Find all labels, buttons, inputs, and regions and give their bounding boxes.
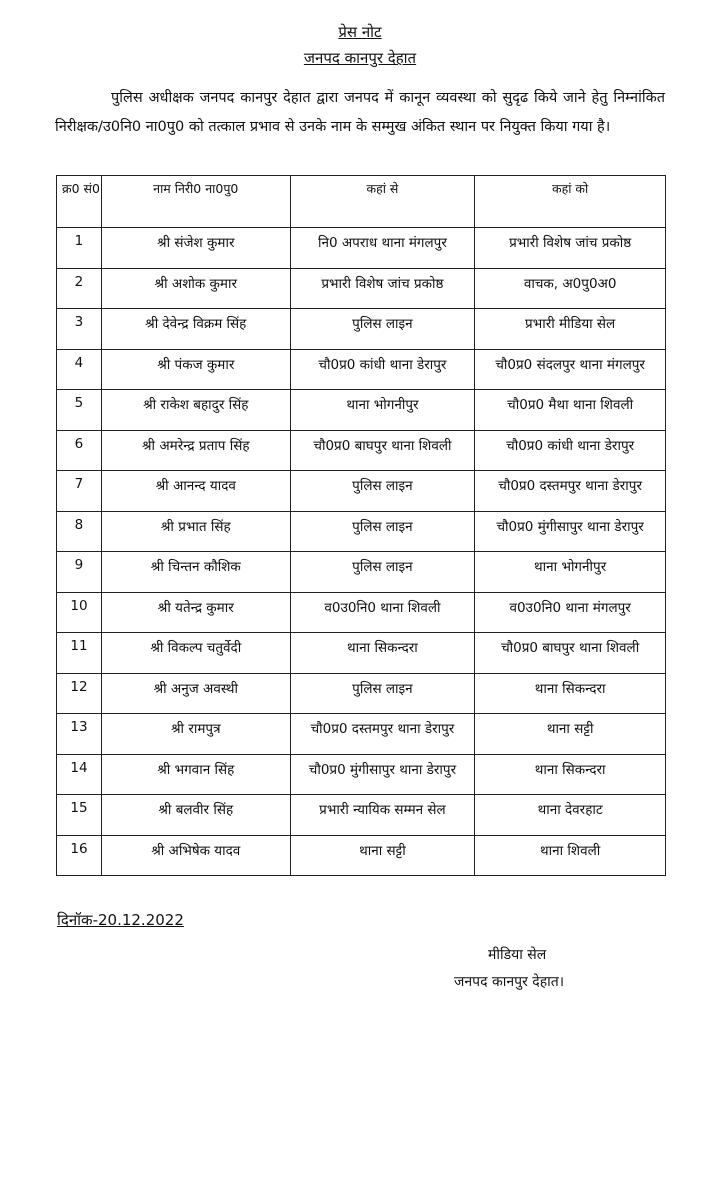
from-cell: थाना सिकन्दरा [290,633,475,674]
table-row [57,673,666,714]
to-cell: चौ0प्र0 कांधी थाना डेरापुर [475,430,666,471]
serial-cell: 4 [57,349,102,390]
name-cell: श्री यतेन्द्र कुमार [101,592,290,633]
table-header [57,176,666,228]
name-cell: श्री पंकज कुमार [101,349,290,390]
table-row [57,552,666,593]
serial-cell: 10 [57,592,102,633]
from-cell: पुलिस लाइन [290,471,475,512]
from-cell: चौ0प्र0 कांधी थाना डेरापुर [290,349,475,390]
to-cell: चौ0प्र0 मैथा थाना शिवली [475,390,666,431]
table-row [57,754,666,795]
header-name: नाम निरी0 ना0पु0 [101,176,290,228]
serial-cell: 14 [57,754,102,795]
name-cell: श्री विकल्प चतुर्वेदी [101,633,290,674]
table-row [57,592,666,633]
name-cell: श्री प्रभात सिंह [101,511,290,552]
table-row [57,228,666,269]
table-body [57,228,666,876]
serial-cell: 11 [57,633,102,674]
table-row [57,390,666,431]
name-cell: श्री राकेश बहादुर सिंह [101,390,290,431]
to-cell: थाना सिकन्दरा [475,754,666,795]
to-cell: थाना भोगनीपुर [475,552,666,593]
from-cell: चौ0प्र0 दस्तमपुर थाना डेरापुर [290,714,475,755]
to-cell: थाना शिवली [475,835,666,876]
to-cell: प्रभारी मीडिया सेल [475,309,666,350]
table-row [57,795,666,836]
signature-line-1: मीडिया सेल [488,947,547,963]
table-row [57,835,666,876]
from-cell: व0उ0नि0 थाना शिवली [290,592,475,633]
document-title: प्रेस नोट [338,23,382,41]
serial-cell: 9 [57,552,102,593]
serial-cell: 1 [57,228,102,269]
serial-cell: 5 [57,390,102,431]
table-row [57,714,666,755]
name-cell: श्री देवेन्द्र विक्रम सिंह [101,309,290,350]
table-header-row [57,176,666,228]
to-cell: थाना सट्टी [475,714,666,755]
name-cell: श्री चिन्तन कौशिक [101,552,290,593]
name-cell: श्री भगवान सिंह [101,754,290,795]
header-from: कहां से [290,176,475,228]
table-row [57,633,666,674]
to-cell: चौ0प्र0 दस्तमपुर थाना डेरापुर [475,471,666,512]
header-to: कहां को [475,176,666,228]
name-cell: श्री अमरेन्द्र प्रताप सिंह [101,430,290,471]
name-cell: श्री रामपुत्र [101,714,290,755]
to-cell: चौ0प्र0 संदलपुर थाना मंगलपुर [475,349,666,390]
serial-cell: 2 [57,268,102,309]
from-cell: पुलिस लाइन [290,511,475,552]
from-cell: प्रभारी विशेष जांच प्रकोष्ठ [290,268,475,309]
serial-cell: 6 [57,430,102,471]
date-label: दिनॉक-20.12.2022 [57,911,184,929]
table-row [57,471,666,512]
serial-cell: 12 [57,673,102,714]
from-cell: चौ0प्र0 बाघपुर थाना शिवली [290,430,475,471]
from-cell: पुलिस लाइन [290,552,475,593]
name-cell: श्री अशोक कुमार [101,268,290,309]
serial-cell: 13 [57,714,102,755]
body-paragraph: पुलिस अधीक्षक जनपद कानपुर देहात द्वारा जनपद में कानून व्यवस्था को सुदृढ किये जाने हेतु निम्नांकित निरीक्षक/उ0नि0 ना0पु0 को तत्काल प्रभाव से उनके नाम के सम्मुख अंकित स्थान पर नियुक्त किया गया है। [55,90,665,135]
posting-table [56,175,666,876]
name-cell: श्री अभिषेक यादव [101,835,290,876]
from-cell: थाना सट्टी [290,835,475,876]
table-row [57,430,666,471]
from-cell: प्रभारी न्यायिक सम्मन सेल [290,795,475,836]
to-cell: चौ0प्र0 मुंगीसापुर थाना डेरापुर [475,511,666,552]
serial-cell: 16 [57,835,102,876]
to-cell: वाचक, अ0पु0अ0 [475,268,666,309]
from-cell: चौ0प्र0 मुंगीसापुर थाना डेरापुर [290,754,475,795]
signature-line-2: जनपद कानपुर देहात। [454,974,565,990]
to-cell: थाना सिकन्दरा [475,673,666,714]
table-row [57,309,666,350]
serial-cell: 15 [57,795,102,836]
document-subtitle: जनपद कानपुर देहात [303,49,417,67]
to-cell: चौ0प्र0 बाघपुर थाना शिवली [475,633,666,674]
to-cell: व0उ0नि0 थाना मंगलपुर [475,592,666,633]
serial-cell: 7 [57,471,102,512]
to-cell: थाना देवरहाट [475,795,666,836]
name-cell: श्री बलवीर सिंह [101,795,290,836]
name-cell: श्री संजेश कुमार [101,228,290,269]
from-cell: पुलिस लाइन [290,673,475,714]
to-cell: प्रभारी विशेष जांच प्रकोष्ठ [475,228,666,269]
name-cell: श्री अनुज अवस्थी [101,673,290,714]
header-serial: क्र0 सं0 [57,176,102,228]
from-cell: थाना भोगनीपुर [290,390,475,431]
table-row [57,349,666,390]
table-row [57,268,666,309]
from-cell: पुलिस लाइन [290,309,475,350]
name-cell: श्री आनन्द यादव [101,471,290,512]
serial-cell: 3 [57,309,102,350]
table-row [57,511,666,552]
serial-cell: 8 [57,511,102,552]
from-cell: नि0 अपराध थाना मंगलपुर [290,228,475,269]
